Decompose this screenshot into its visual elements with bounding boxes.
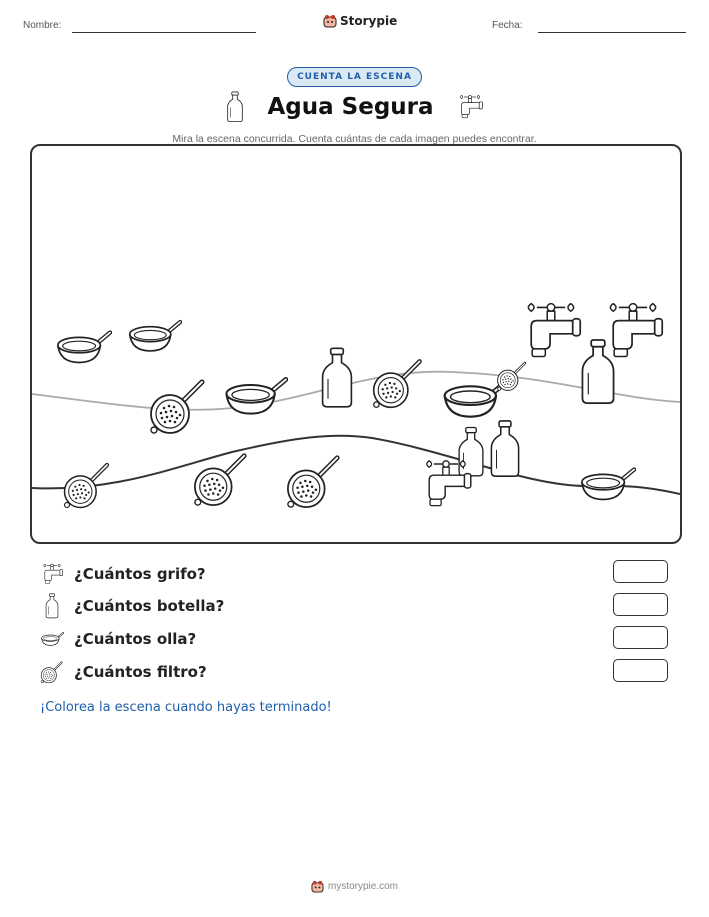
filtro-icon xyxy=(374,361,420,407)
grifo-icon xyxy=(528,304,580,357)
filtro-icon xyxy=(151,382,202,433)
question-row xyxy=(40,660,207,684)
filtro-icon xyxy=(65,465,108,508)
filtro-icon xyxy=(498,363,525,390)
olla-icon xyxy=(40,628,64,650)
footer-url[interactable]: mystorypie.com xyxy=(327,881,398,892)
grifo-icon xyxy=(456,93,484,121)
question-row xyxy=(40,593,224,619)
question-text: ¿Cuántos botella? xyxy=(74,597,225,615)
botella-icon xyxy=(582,340,613,403)
question-text: ¿Cuántos olla? xyxy=(74,630,197,648)
botella-icon xyxy=(491,421,518,476)
question-row xyxy=(40,628,196,650)
botella-icon xyxy=(459,427,483,475)
grifo-icon xyxy=(610,304,662,357)
title-row xyxy=(0,91,709,123)
page-title: Agua Segura xyxy=(267,94,434,120)
olla-icon xyxy=(130,322,180,351)
coloring-instruction: ¡Colorea la escena cuando hayas terminado! xyxy=(40,700,332,715)
question-text: ¿Cuántos filtro? xyxy=(74,663,207,681)
filtro-icon xyxy=(195,456,244,505)
olla-icon xyxy=(445,381,508,417)
section-badge: CUENTA LA ESCENA xyxy=(287,67,422,87)
scene-illustration xyxy=(32,146,680,542)
answer-box[interactable] xyxy=(613,593,668,616)
answer-box[interactable] xyxy=(613,626,668,649)
brand-logo xyxy=(323,14,397,28)
botella-icon xyxy=(225,91,245,123)
olla-icon xyxy=(582,470,634,500)
brand-name: Storypie xyxy=(340,14,398,28)
scene-frame xyxy=(30,144,682,544)
grifo-icon xyxy=(40,562,64,586)
olla-icon xyxy=(226,380,285,414)
date-field[interactable] xyxy=(538,32,686,33)
answer-box[interactable] xyxy=(613,659,668,682)
storypie-logo-icon xyxy=(323,14,337,28)
date-label: Fecha: xyxy=(492,20,523,31)
storypie-logo-icon xyxy=(311,880,324,893)
answer-box[interactable] xyxy=(613,560,668,583)
botella-icon xyxy=(323,348,352,407)
name-field[interactable] xyxy=(72,32,256,33)
name-label: Nombre: xyxy=(23,20,62,31)
question-text: ¿Cuántos grifo? xyxy=(74,565,206,583)
olla-icon xyxy=(58,333,110,363)
footer xyxy=(0,880,709,893)
filtro-icon xyxy=(288,458,337,507)
page-subtitle: Mira la escena concurrida. Cuenta cuántas de cada imagen puedes encontrar. xyxy=(172,133,537,145)
filtro-icon xyxy=(40,660,64,684)
botella-icon xyxy=(40,593,64,619)
question-row xyxy=(40,562,206,586)
